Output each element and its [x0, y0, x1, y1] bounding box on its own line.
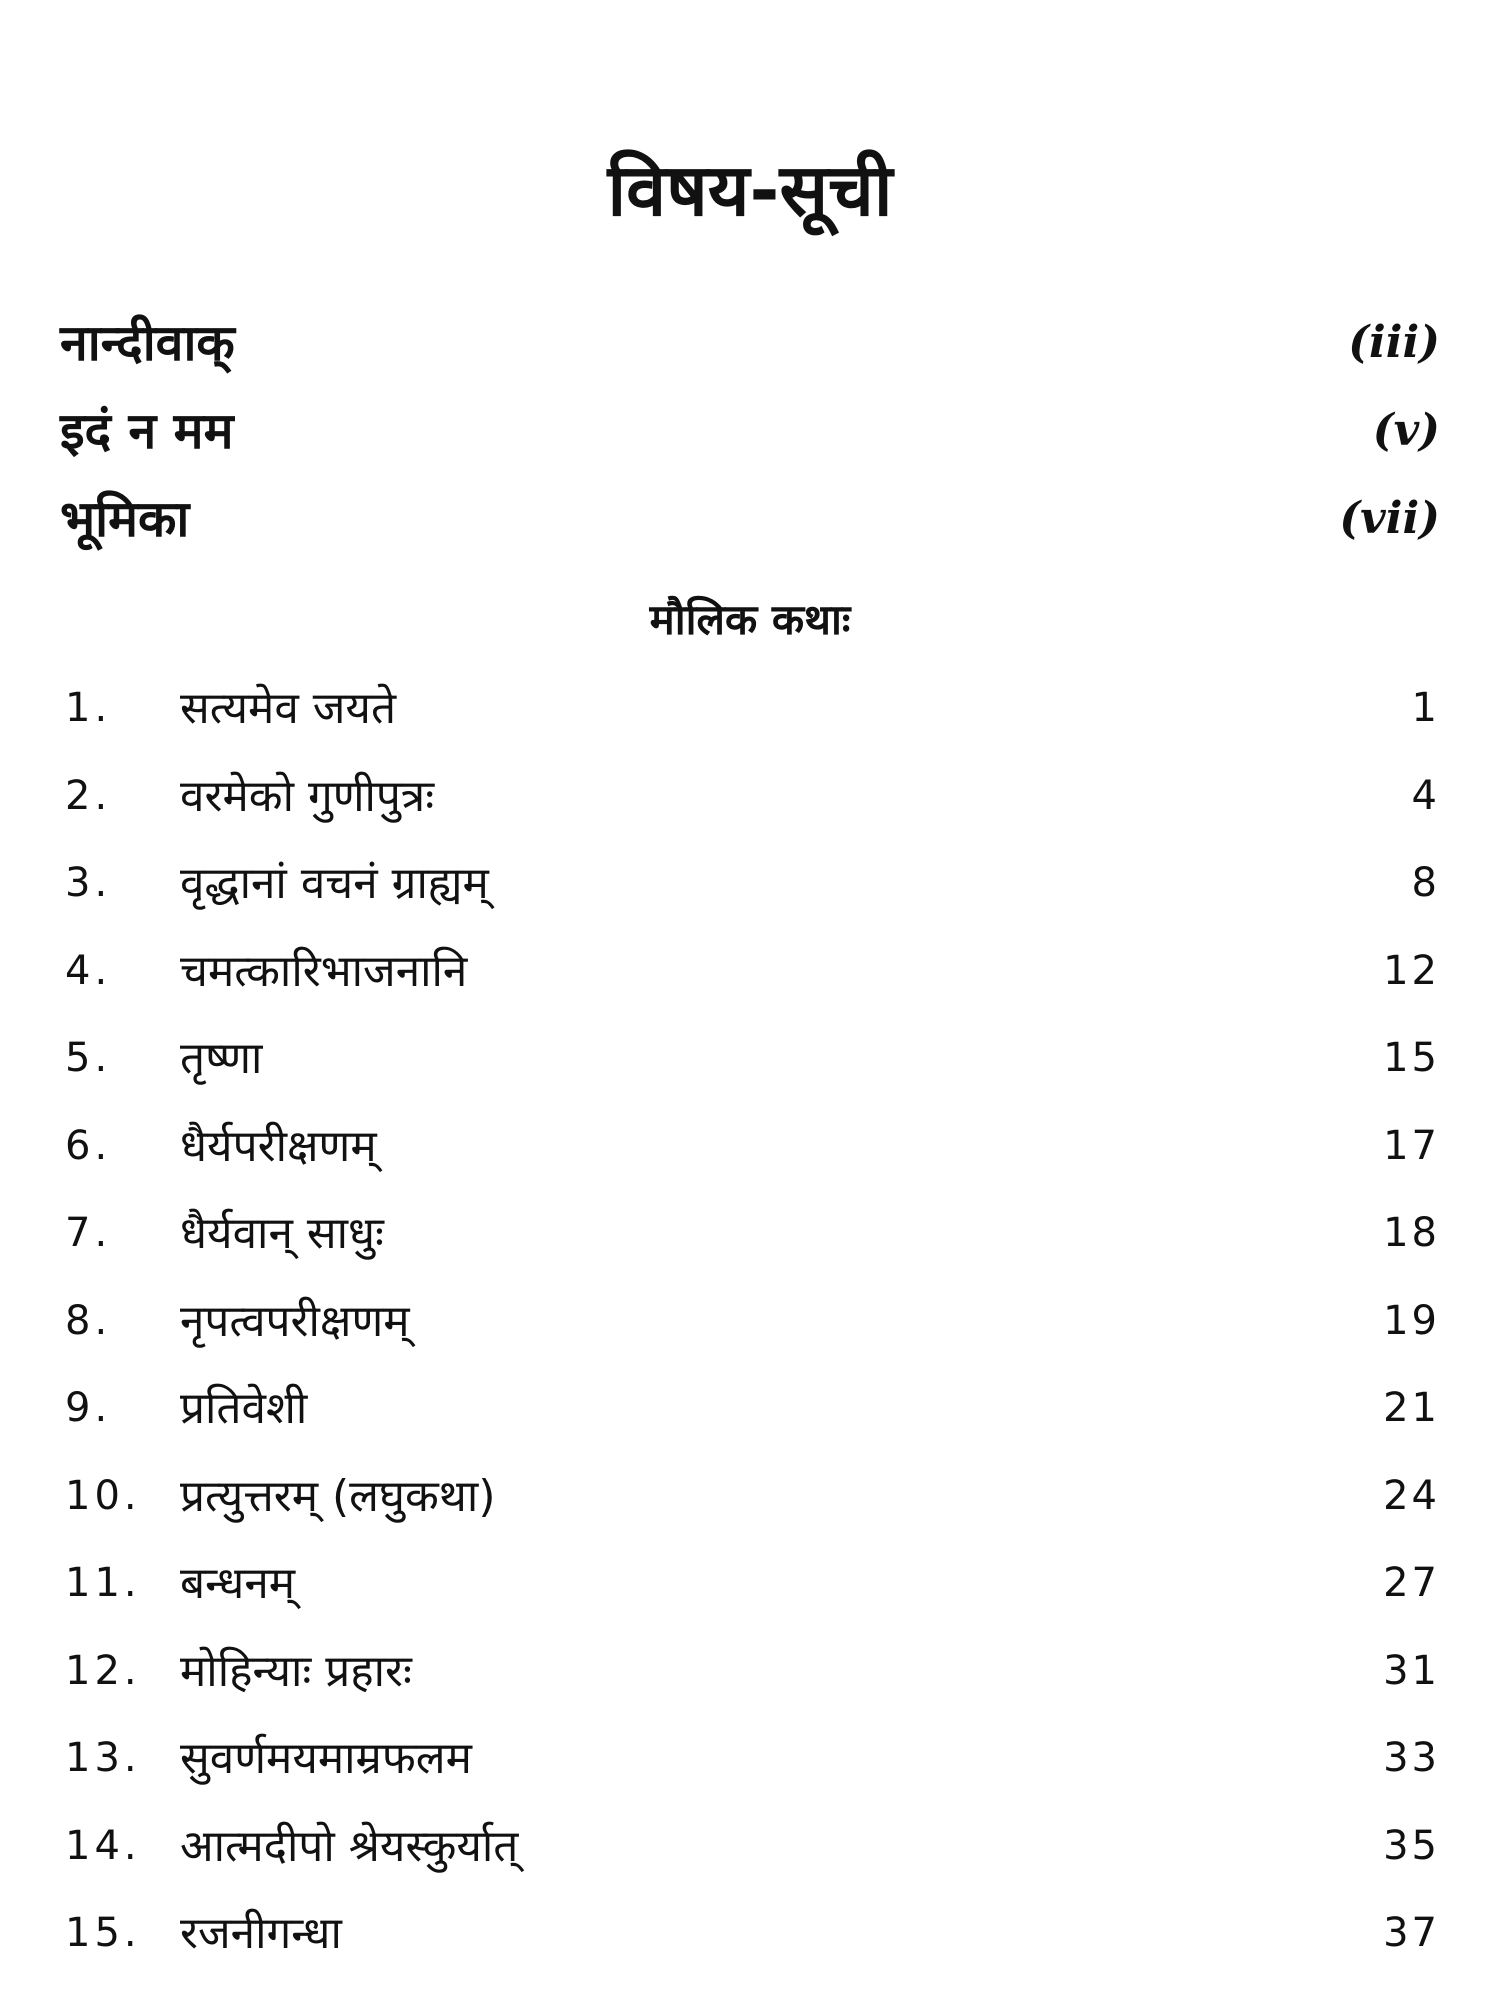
contents-entry: [65, 1803, 1440, 1891]
entry-number: 14.: [65, 1822, 141, 1869]
front-matter-row: [60, 298, 1440, 388]
entry-page: 31: [1383, 1647, 1440, 1694]
entry-number: 13.: [65, 1735, 141, 1781]
entry-page: 33: [1383, 1735, 1440, 1781]
entry-page: 4: [1411, 772, 1440, 819]
contents-entry: [65, 1890, 1440, 1978]
entry-title: तृष्णा: [180, 1033, 263, 1084]
entry-number: 15.: [65, 1910, 141, 1956]
entry-page: 1: [1411, 685, 1440, 731]
entry-number: 3.: [65, 860, 112, 906]
entry-title: सत्यमेव जयते: [180, 683, 397, 734]
entry-page: 18: [1383, 1210, 1440, 1256]
entry-number: 1.: [65, 685, 112, 731]
front-matter-label: नान्दीवाक्: [60, 314, 235, 372]
entry-number: 12.: [65, 1647, 141, 1694]
entry-number: 6.: [65, 1122, 112, 1169]
entry-title: बन्धनम्: [180, 1558, 296, 1609]
contents-entry: [65, 1540, 1440, 1628]
front-matter-label: इदं न मम: [60, 402, 234, 460]
contents-entry: [65, 1628, 1440, 1716]
entry-title: चमत्कारिभाजनानि: [180, 945, 468, 997]
contents-entry: [65, 928, 1440, 1016]
contents-entry: [65, 840, 1440, 928]
entry-title: सुवर्णमयमाम्रफलम: [180, 1733, 472, 1784]
entry-number: 5.: [65, 1035, 112, 1081]
front-matter-label: भूमिका: [60, 490, 190, 548]
entry-title: धैर्यपरीक्षणम्: [180, 1120, 377, 1172]
entry-number: 4.: [65, 947, 112, 994]
entry-title: रजनीगन्धा: [180, 1908, 342, 1959]
entry-page: 17: [1383, 1122, 1440, 1169]
section-heading: मौलिक कथाः: [649, 595, 851, 644]
entry-title: प्रतिवेशी: [180, 1383, 308, 1434]
entry-number: 7.: [65, 1210, 112, 1256]
contents-entry: [65, 1715, 1440, 1803]
contents-entry: [65, 1453, 1440, 1541]
contents-list: [65, 665, 1440, 1978]
entry-page: 27: [1383, 1560, 1440, 1606]
entry-number: 8.: [65, 1297, 112, 1344]
contents-entry: [65, 1015, 1440, 1103]
entry-number: 9.: [65, 1385, 112, 1431]
entry-page: 35: [1383, 1822, 1440, 1869]
entry-page: 12: [1383, 947, 1440, 994]
contents-entry: [65, 1103, 1440, 1191]
entry-title: नृपत्वपरीक्षणम्: [180, 1295, 410, 1347]
front-matter-row: [60, 474, 1440, 564]
entry-page: 15: [1383, 1035, 1440, 1081]
front-matter-page: (vii): [1339, 493, 1440, 544]
front-matter-row: [60, 386, 1440, 476]
entry-number: 10.: [65, 1472, 141, 1519]
front-matter-page: (iii): [1348, 317, 1440, 368]
entry-page: 19: [1383, 1297, 1440, 1344]
entry-title: वृद्धानां वचनं ग्राह्यम्: [180, 858, 489, 909]
entry-page: 37: [1383, 1910, 1440, 1956]
entry-title: मोहिन्याः प्रहारः: [180, 1645, 412, 1697]
entry-number: 2.: [65, 772, 112, 819]
entry-number: 11.: [65, 1560, 141, 1606]
entry-page: 24: [1383, 1472, 1440, 1519]
entry-page: 21: [1383, 1385, 1440, 1431]
entry-page: 8: [1411, 860, 1440, 906]
contents-entry: [65, 1278, 1440, 1366]
contents-entry: [65, 1365, 1440, 1453]
page-title: विषय-सूची: [607, 148, 893, 232]
contents-entry: [65, 665, 1440, 753]
entry-title: प्रत्युत्तरम् (लघुकथा): [180, 1470, 496, 1522]
contents-entry: [65, 753, 1440, 841]
contents-entry: [65, 1190, 1440, 1278]
entry-title: आत्मदीपो श्रेयस्कुर्यात्: [180, 1820, 519, 1872]
entry-title: वरमेको गुणीपुत्रः: [180, 770, 435, 822]
front-matter-page: (v): [1372, 405, 1440, 456]
entry-title: धैर्यवान् साधुः: [180, 1208, 384, 1259]
